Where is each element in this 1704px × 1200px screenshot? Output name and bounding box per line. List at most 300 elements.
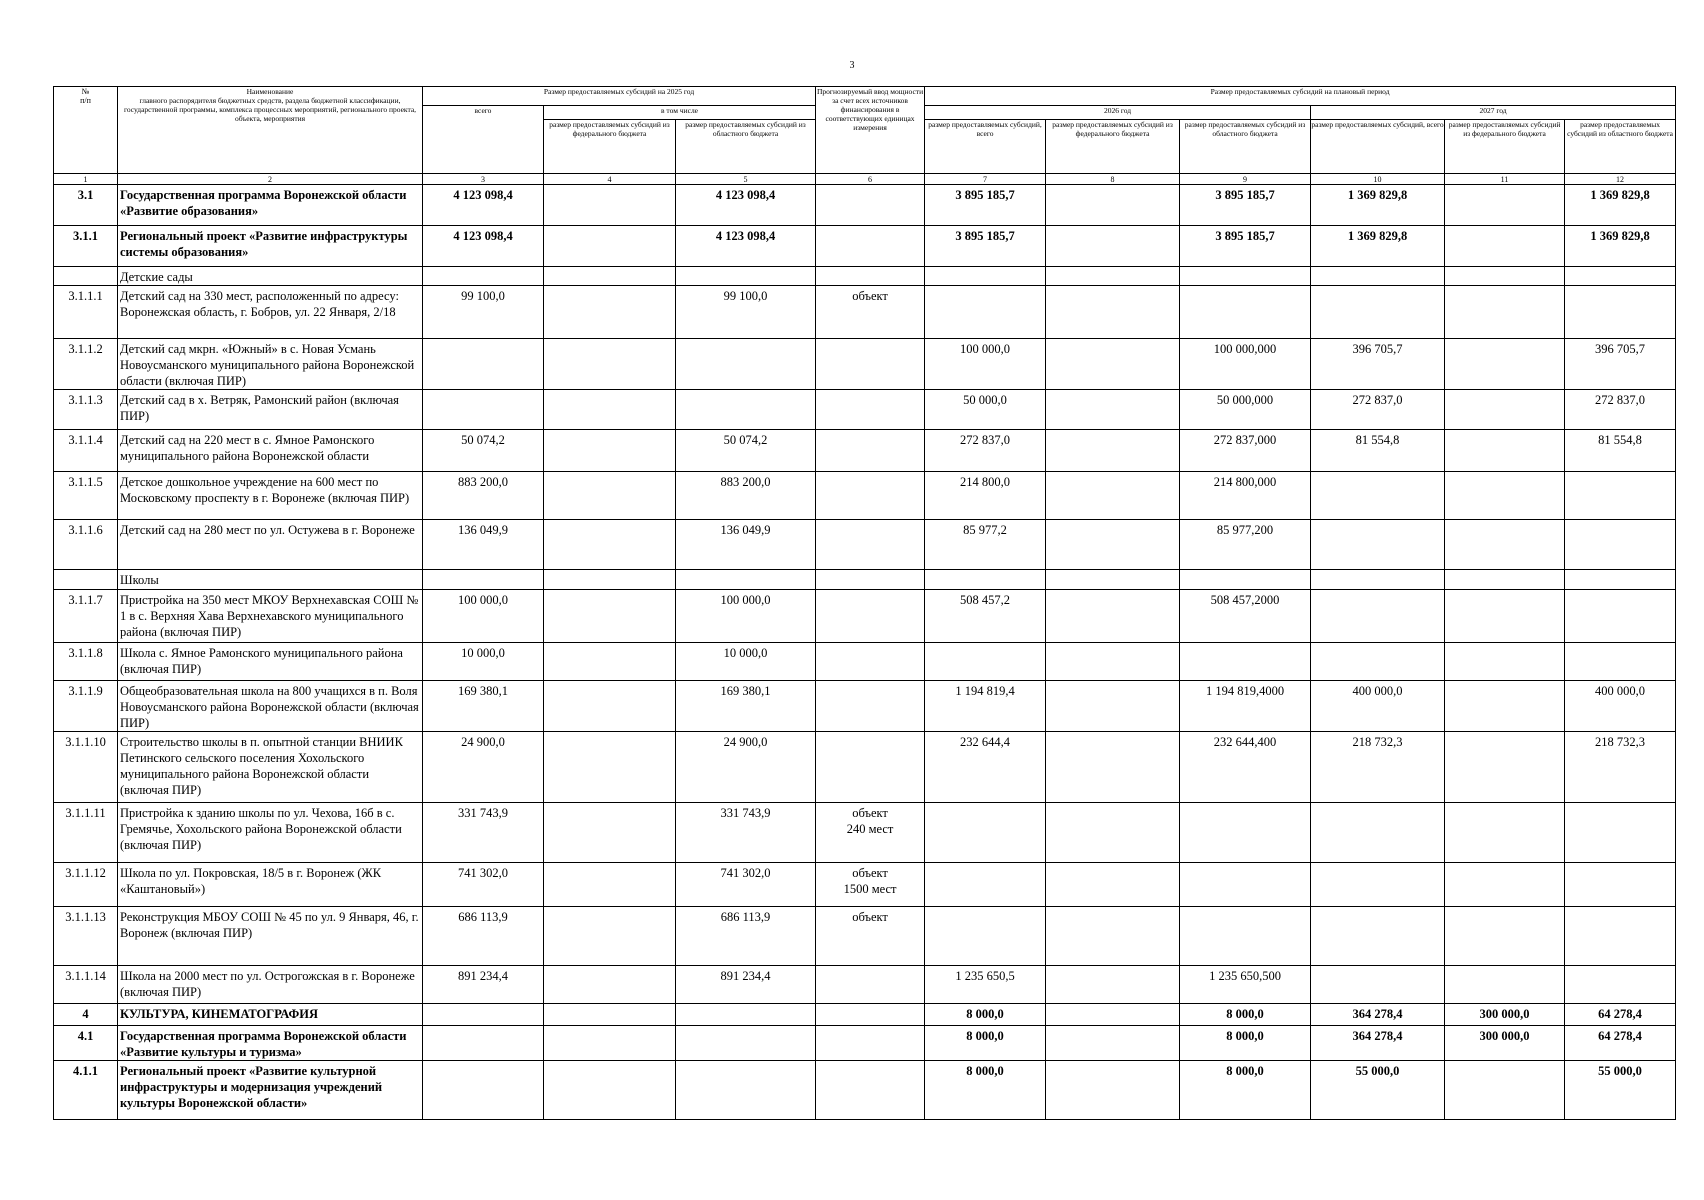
cell-c3: 50 074,2: [423, 430, 544, 472]
cell-c10: [1311, 286, 1445, 339]
cell-c8: [1046, 430, 1180, 472]
row-name: Детский сад на 330 мест, расположенный по адресу: Воронежская область, г. Бобров, ул. 22 Января, 2/18: [118, 286, 423, 339]
cell-c9: 1 194 819,4000: [1180, 681, 1311, 732]
cell-c11: [1445, 472, 1565, 520]
cell-c5: [676, 339, 816, 390]
cell-c12: [1565, 570, 1676, 590]
cell-c5: 136 049,9: [676, 520, 816, 570]
row-number: 3.1.1.11: [54, 803, 118, 863]
cell-c7: 1 235 650,5: [925, 966, 1046, 1004]
cell-c6: [816, 1061, 925, 1120]
cell-c3: 10 000,0: [423, 643, 544, 681]
cell-c10: [1311, 570, 1445, 590]
cell-c3: [423, 570, 544, 590]
cell-c4: [544, 590, 676, 643]
cell-c12: 64 278,4: [1565, 1026, 1676, 1061]
column-number: 1: [54, 174, 118, 185]
column-number: 4: [544, 174, 676, 185]
row-name: Региональный проект «Развитие инфраструктуры системы образования»: [118, 226, 423, 267]
table-row: [54, 267, 1676, 286]
row-name: Детские сады: [118, 267, 423, 286]
cell-c11: [1445, 390, 1565, 430]
cell-c4: [544, 966, 676, 1004]
column-number: 10: [1311, 174, 1445, 185]
row-number: 3.1.1.8: [54, 643, 118, 681]
cell-c4: [544, 472, 676, 520]
table-row: [54, 1004, 1676, 1026]
cell-c12: [1565, 286, 1676, 339]
column-number: 7: [925, 174, 1046, 185]
row-number: 3.1.1.10: [54, 732, 118, 803]
row-name: Государственная программа Воронежской области «Развитие культуры и туризма»: [118, 1026, 423, 1061]
cell-c7: 3 895 185,7: [925, 185, 1046, 226]
cell-c11: [1445, 226, 1565, 267]
cell-c3: 331 743,9: [423, 803, 544, 863]
cell-c9: [1180, 907, 1311, 966]
cell-c9: 3 895 185,7: [1180, 226, 1311, 267]
cell-c7: [925, 267, 1046, 286]
cell-c9: 8 000,0: [1180, 1061, 1311, 1120]
cell-c6: [816, 590, 925, 643]
cell-c11: [1445, 430, 1565, 472]
cell-c4: [544, 520, 676, 570]
cell-c6: [816, 390, 925, 430]
cell-c8: [1046, 267, 1180, 286]
cell-c6: [816, 185, 925, 226]
row-number: 3.1.1.7: [54, 590, 118, 643]
table-row: [54, 732, 1676, 803]
row-number: 3.1.1.14: [54, 966, 118, 1004]
header-reg-2027: размер предоставляемых субсидий из областного бюджета: [1565, 120, 1676, 174]
cell-c4: [544, 1004, 676, 1026]
cell-c5: 686 113,9: [676, 907, 816, 966]
cell-c7: 50 000,0: [925, 390, 1046, 430]
row-number: 3.1.1.9: [54, 681, 118, 732]
cell-c10: 364 278,4: [1311, 1026, 1445, 1061]
header-reg-2025: размер предоставляемых субсидий из областного бюджета: [676, 120, 816, 174]
cell-c9: 100 000,000: [1180, 339, 1311, 390]
row-number: 3.1.1.4: [54, 430, 118, 472]
cell-c7: [925, 286, 1046, 339]
cell-c4: [544, 863, 676, 907]
table-row: [54, 803, 1676, 863]
cell-c11: [1445, 520, 1565, 570]
cell-c5: 10 000,0: [676, 643, 816, 681]
column-number: 8: [1046, 174, 1180, 185]
row-name: Детское дошкольное учреждение на 600 мест по Московскому проспекту в г. Воронеже (включая ПИР): [118, 472, 423, 520]
cell-c8: [1046, 732, 1180, 803]
column-number: 5: [676, 174, 816, 185]
cell-c9: [1180, 863, 1311, 907]
cell-c10: [1311, 590, 1445, 643]
table-row: [54, 520, 1676, 570]
cell-c11: [1445, 185, 1565, 226]
cell-c12: [1565, 267, 1676, 286]
cell-c6: [816, 472, 925, 520]
row-number: 3.1.1.13: [54, 907, 118, 966]
row-number: 3.1.1.6: [54, 520, 118, 570]
table-row: [54, 1061, 1676, 1120]
cell-c11: [1445, 863, 1565, 907]
cell-c12: 64 278,4: [1565, 1004, 1676, 1026]
cell-c5: [676, 1026, 816, 1061]
cell-c7: [925, 863, 1046, 907]
table-row: [54, 390, 1676, 430]
cell-c8: [1046, 681, 1180, 732]
cell-c7: [925, 643, 1046, 681]
row-name: Детский сад мкрн. «Южный» в с. Новая Усмань Новоусманского муниципального района Воронежской области (включая ПИР): [118, 339, 423, 390]
cell-c4: [544, 226, 676, 267]
row-number: 4.1: [54, 1026, 118, 1061]
cell-c10: 396 705,7: [1311, 339, 1445, 390]
cell-c3: [423, 390, 544, 430]
header-including: в том числе: [544, 106, 816, 120]
cell-c7: 8 000,0: [925, 1004, 1046, 1026]
cell-c9: [1180, 643, 1311, 681]
cell-c11: [1445, 966, 1565, 1004]
cell-c11: [1445, 1061, 1565, 1120]
cell-c6: объект: [816, 286, 925, 339]
cell-c6: объект: [816, 907, 925, 966]
cell-c9: 232 644,400: [1180, 732, 1311, 803]
cell-c10: [1311, 472, 1445, 520]
cell-c6: [816, 1026, 925, 1061]
cell-c4: [544, 570, 676, 590]
cell-c10: [1311, 643, 1445, 681]
cell-c9: 8 000,0: [1180, 1026, 1311, 1061]
cell-c5: 100 000,0: [676, 590, 816, 643]
cell-c4: [544, 1026, 676, 1061]
cell-c8: [1046, 1026, 1180, 1061]
cell-c8: [1046, 520, 1180, 570]
table-row: [54, 907, 1676, 966]
cell-c7: 508 457,2: [925, 590, 1046, 643]
cell-c4: [544, 1061, 676, 1120]
cell-c9: [1180, 267, 1311, 286]
table-row: [54, 966, 1676, 1004]
cell-c3: 891 234,4: [423, 966, 544, 1004]
cell-c12: [1565, 803, 1676, 863]
cell-c12: 396 705,7: [1565, 339, 1676, 390]
cell-c7: 100 000,0: [925, 339, 1046, 390]
header-name: Наименование главного распорядителя бюджетных средств, раздела бюджетной классификации, государственной программы, комплекса процессных мероприятий, регионального проекта, объекта, мероприятия: [118, 87, 423, 174]
row-number: 3.1: [54, 185, 118, 226]
cell-c12: 400 000,0: [1565, 681, 1676, 732]
cell-c4: [544, 643, 676, 681]
cell-c8: [1046, 966, 1180, 1004]
cell-c7: 85 977,2: [925, 520, 1046, 570]
row-name: Общеобразовательная школа на 800 учащихся в п. Воля Новоусманского района Воронежской области (включая ПИР): [118, 681, 423, 732]
cell-c4: [544, 267, 676, 286]
cell-c10: 81 554,8: [1311, 430, 1445, 472]
cell-c12: [1565, 966, 1676, 1004]
cell-c9: [1180, 570, 1311, 590]
cell-c9: [1180, 286, 1311, 339]
row-number: 3.1.1.5: [54, 472, 118, 520]
row-name: Школы: [118, 570, 423, 590]
row-name: Реконструкция МБОУ СОШ № 45 по ул. 9 Января, 46, г. Воронеж (включая ПИР): [118, 907, 423, 966]
header-total-2025: всего: [423, 106, 544, 174]
column-number: 11: [1445, 174, 1565, 185]
cell-c3: 99 100,0: [423, 286, 544, 339]
table-row: [54, 430, 1676, 472]
cell-c5: 331 743,9: [676, 803, 816, 863]
cell-c10: 55 000,0: [1311, 1061, 1445, 1120]
table-body: [54, 185, 1676, 1120]
cell-c9: 1 235 650,500: [1180, 966, 1311, 1004]
cell-c4: [544, 732, 676, 803]
cell-c4: [544, 185, 676, 226]
cell-c5: [676, 1004, 816, 1026]
header-total-2027: размер предоставляемых субсидий, всего: [1311, 120, 1445, 174]
row-number: 4.1.1: [54, 1061, 118, 1120]
cell-c5: 24 900,0: [676, 732, 816, 803]
cell-c4: [544, 681, 676, 732]
table-row: [54, 643, 1676, 681]
cell-c6: [816, 643, 925, 681]
page-number: 3: [849, 60, 855, 71]
cell-c6: [816, 732, 925, 803]
cell-c12: 218 732,3: [1565, 732, 1676, 803]
column-number: 9: [1180, 174, 1311, 185]
cell-c7: 272 837,0: [925, 430, 1046, 472]
cell-c4: [544, 339, 676, 390]
cell-c12: [1565, 643, 1676, 681]
table-row: [54, 863, 1676, 907]
row-name: Региональный проект «Развитие культурной инфраструктуры и модернизация учреждений культуры Воронежской области»: [118, 1061, 423, 1120]
cell-c4: [544, 430, 676, 472]
cell-c3: 100 000,0: [423, 590, 544, 643]
cell-c5: 50 074,2: [676, 430, 816, 472]
row-number: 3.1.1.12: [54, 863, 118, 907]
cell-c11: [1445, 286, 1565, 339]
cell-c10: 218 732,3: [1311, 732, 1445, 803]
cell-c7: [925, 570, 1046, 590]
cell-c12: [1565, 907, 1676, 966]
cell-c8: [1046, 1004, 1180, 1026]
column-number: 6: [816, 174, 925, 185]
cell-c7: 8 000,0: [925, 1026, 1046, 1061]
cell-c10: 272 837,0: [1311, 390, 1445, 430]
cell-c8: [1046, 339, 1180, 390]
cell-c3: 24 900,0: [423, 732, 544, 803]
cell-c3: 136 049,9: [423, 520, 544, 570]
row-name: Школа по ул. Покровская, 18/5 в г. Воронеж (ЖК «Каштановый»): [118, 863, 423, 907]
cell-c12: 272 837,0: [1565, 390, 1676, 430]
cell-c4: [544, 803, 676, 863]
cell-c11: [1445, 907, 1565, 966]
header-2025-group: Размер предоставляемых субсидий на 2025 год: [423, 87, 816, 106]
cell-c7: 8 000,0: [925, 1061, 1046, 1120]
row-number: [54, 570, 118, 590]
cell-c10: [1311, 907, 1445, 966]
cell-c7: [925, 907, 1046, 966]
cell-c3: [423, 267, 544, 286]
table-row: [54, 590, 1676, 643]
cell-c10: [1311, 267, 1445, 286]
row-number: 3.1.1.1: [54, 286, 118, 339]
cell-c6: [816, 339, 925, 390]
cell-c3: 686 113,9: [423, 907, 544, 966]
cell-c8: [1046, 472, 1180, 520]
table-row: [54, 339, 1676, 390]
table-row: [54, 681, 1676, 732]
row-number: 3.1.1: [54, 226, 118, 267]
cell-c6: [816, 430, 925, 472]
cell-c5: 169 380,1: [676, 681, 816, 732]
cell-c8: [1046, 643, 1180, 681]
cell-c11: [1445, 803, 1565, 863]
cell-c7: 232 644,4: [925, 732, 1046, 803]
cell-c11: 300 000,0: [1445, 1004, 1565, 1026]
cell-c5: [676, 1061, 816, 1120]
cell-c12: 55 000,0: [1565, 1061, 1676, 1120]
row-name: Пристройка к зданию школы по ул. Чехова, 16б в с. Гремячье, Хохольского района Воронежской области (включая ПИР): [118, 803, 423, 863]
table-row: [54, 1026, 1676, 1061]
row-name: Государственная программа Воронежской области «Развитие образования»: [118, 185, 423, 226]
header-capacity: Прогнозируемый ввод мощности за счет всех источников финансирования в соответствующих единицах измерения: [816, 87, 925, 174]
header-fed-2026: размер предоставляемых субсидий из федерального бюджета: [1046, 120, 1180, 174]
cell-c5: 741 302,0: [676, 863, 816, 907]
cell-c3: 169 380,1: [423, 681, 544, 732]
cell-c9: [1180, 803, 1311, 863]
cell-c7: 214 800,0: [925, 472, 1046, 520]
cell-c12: 1 369 829,8: [1565, 226, 1676, 267]
cell-c6: [816, 966, 925, 1004]
cell-c11: [1445, 570, 1565, 590]
header-fed-2025: размер предоставляемых субсидий из федерального бюджета: [544, 120, 676, 174]
table-row: [54, 472, 1676, 520]
cell-c5: 891 234,4: [676, 966, 816, 1004]
cell-c5: [676, 390, 816, 430]
header-year-2026: 2026 год: [925, 106, 1311, 120]
header-fed-2027: размер предоставляемых субсидий из федерального бюджета: [1445, 120, 1565, 174]
column-number: 12: [1565, 174, 1676, 185]
cell-c7: [925, 803, 1046, 863]
cell-c8: [1046, 803, 1180, 863]
row-number: 4: [54, 1004, 118, 1026]
cell-c10: [1311, 863, 1445, 907]
cell-c10: [1311, 803, 1445, 863]
row-name: Школа с. Ямное Рамонского муниципального района (включая ПИР): [118, 643, 423, 681]
row-name: Школа на 2000 мест по ул. Острогожская в г. Воронеже (включая ПИР): [118, 966, 423, 1004]
header-reg-2026: размер предоставляемых субсидий из областного бюджета: [1180, 120, 1311, 174]
cell-c5: [676, 570, 816, 590]
cell-c11: [1445, 681, 1565, 732]
row-name: Пристройка на 350 мест МКОУ Верхнехавская СОШ № 1 в с. Верхняя Хава Верхнехавского муниципального района (включая ПИР): [118, 590, 423, 643]
cell-c12: 81 554,8: [1565, 430, 1676, 472]
cell-c9: 214 800,000: [1180, 472, 1311, 520]
column-number: 2: [118, 174, 423, 185]
row-name: Детский сад в х. Ветряк, Рамонский район (включая ПИР): [118, 390, 423, 430]
cell-c11: 300 000,0: [1445, 1026, 1565, 1061]
cell-c8: [1046, 1061, 1180, 1120]
row-number: 3.1.1.2: [54, 339, 118, 390]
cell-c6: объект 240 мест: [816, 803, 925, 863]
row-name: Детский сад на 280 мест по ул. Остужева в г. Воронеже: [118, 520, 423, 570]
cell-c6: [816, 681, 925, 732]
cell-c9: 508 457,2000: [1180, 590, 1311, 643]
row-name: КУЛЬТУРА, КИНЕМАТОГРАФИЯ: [118, 1004, 423, 1026]
cell-c12: [1565, 520, 1676, 570]
cell-c11: [1445, 267, 1565, 286]
row-number: 3.1.1.3: [54, 390, 118, 430]
cell-c6: [816, 267, 925, 286]
cell-c9: 85 977,200: [1180, 520, 1311, 570]
table-row: [54, 570, 1676, 590]
cell-c4: [544, 286, 676, 339]
cell-c8: [1046, 390, 1180, 430]
cell-c3: [423, 339, 544, 390]
table-row: [54, 185, 1676, 226]
cell-c7: 1 194 819,4: [925, 681, 1046, 732]
table-row: [54, 226, 1676, 267]
row-name: Строительство школы в п. опытной станции ВНИИК Петинского сельского поселения Хохольского муниципального района Воронежской области (включая ПИР): [118, 732, 423, 803]
cell-c3: [423, 1004, 544, 1026]
cell-c8: [1046, 863, 1180, 907]
subsidy-table: [53, 86, 1676, 1120]
cell-c5: [676, 267, 816, 286]
cell-c8: [1046, 185, 1180, 226]
cell-c8: [1046, 226, 1180, 267]
column-number: 3: [423, 174, 544, 185]
cell-c10: [1311, 966, 1445, 1004]
cell-c8: [1046, 907, 1180, 966]
header-no: № п/п: [54, 87, 118, 174]
cell-c4: [544, 907, 676, 966]
cell-c5: 4 123 098,4: [676, 185, 816, 226]
header-total-2026: размер предоставляемых субсидий, всего: [925, 120, 1046, 174]
cell-c5: 99 100,0: [676, 286, 816, 339]
column-numbers-row: [54, 174, 1676, 185]
cell-c8: [1046, 286, 1180, 339]
row-name: Детский сад на 220 мест в с. Ямное Рамонского муниципального района Воронежской области: [118, 430, 423, 472]
cell-c10: [1311, 520, 1445, 570]
cell-c12: [1565, 472, 1676, 520]
cell-c12: [1565, 590, 1676, 643]
cell-c6: [816, 570, 925, 590]
cell-c9: 50 000,000: [1180, 390, 1311, 430]
table-row: [54, 286, 1676, 339]
cell-c9: 8 000,0: [1180, 1004, 1311, 1026]
cell-c9: 272 837,000: [1180, 430, 1311, 472]
cell-c11: [1445, 339, 1565, 390]
cell-c3: [423, 1061, 544, 1120]
cell-c10: 400 000,0: [1311, 681, 1445, 732]
cell-c3: [423, 1026, 544, 1061]
cell-c3: 4 123 098,4: [423, 185, 544, 226]
cell-c6: объект 1500 мест: [816, 863, 925, 907]
cell-c12: 1 369 829,8: [1565, 185, 1676, 226]
cell-c10: 1 369 829,8: [1311, 226, 1445, 267]
header-year-2027: 2027 год: [1311, 106, 1676, 120]
cell-c10: 364 278,4: [1311, 1004, 1445, 1026]
row-number: [54, 267, 118, 286]
header-plan-group: Размер предоставляемых субсидий на плановый период: [925, 87, 1676, 106]
cell-c10: 1 369 829,8: [1311, 185, 1445, 226]
cell-c3: 883 200,0: [423, 472, 544, 520]
cell-c8: [1046, 590, 1180, 643]
cell-c11: [1445, 643, 1565, 681]
cell-c3: 741 302,0: [423, 863, 544, 907]
cell-c8: [1046, 570, 1180, 590]
cell-c5: 4 123 098,4: [676, 226, 816, 267]
cell-c6: [816, 520, 925, 570]
cell-c3: 4 123 098,4: [423, 226, 544, 267]
cell-c5: 883 200,0: [676, 472, 816, 520]
cell-c7: 3 895 185,7: [925, 226, 1046, 267]
cell-c11: [1445, 732, 1565, 803]
